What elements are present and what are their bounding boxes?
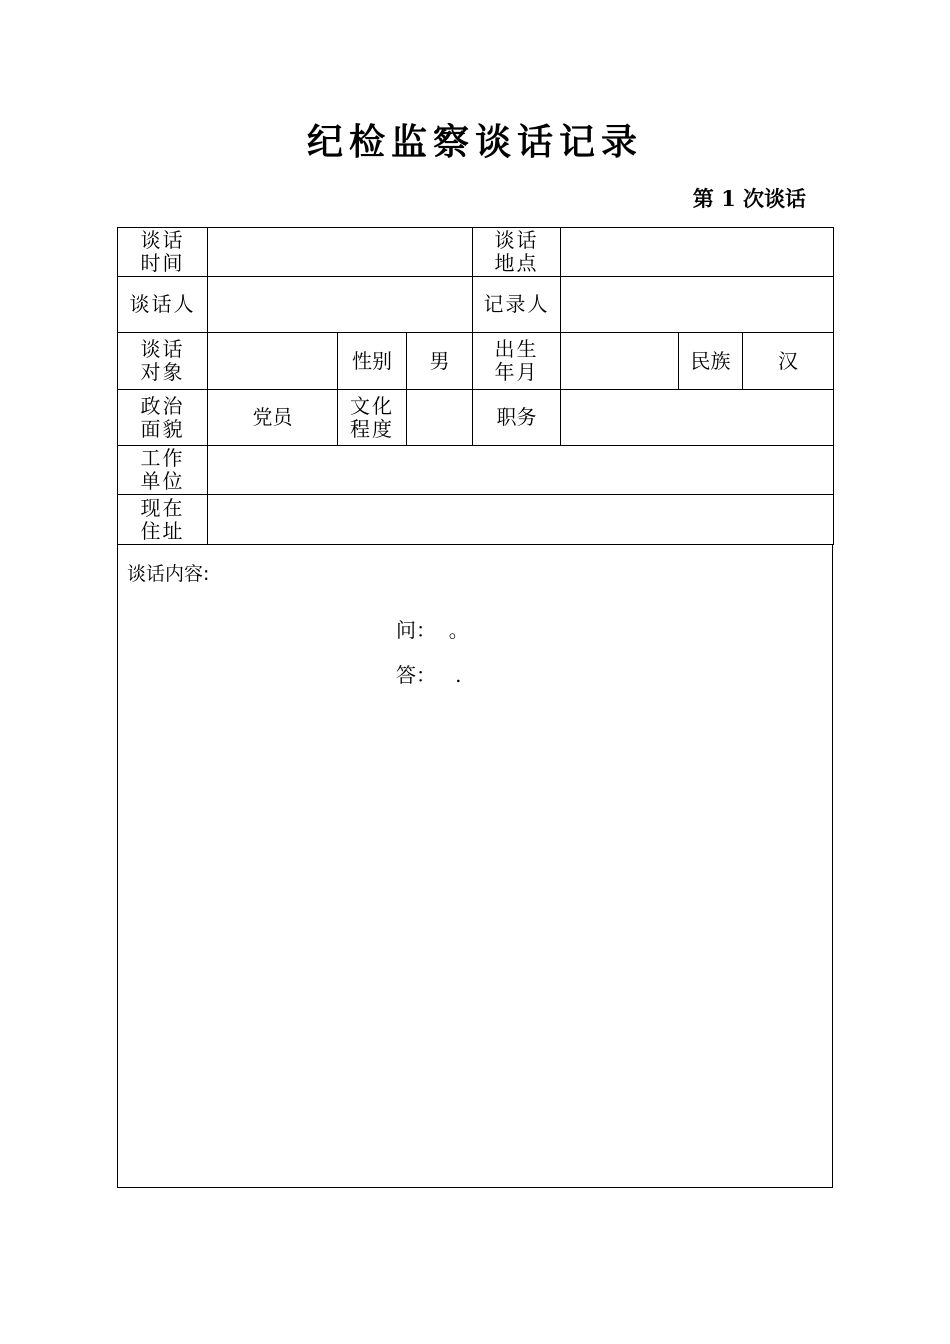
row-political bbox=[118, 390, 834, 446]
address-field[interactable] bbox=[208, 495, 834, 545]
recorder-field[interactable] bbox=[561, 277, 834, 333]
talk-place-label-cell bbox=[473, 228, 561, 277]
talker-label-cell bbox=[118, 277, 208, 333]
talker-field[interactable] bbox=[208, 277, 473, 333]
education-field[interactable] bbox=[407, 390, 473, 446]
talker-label: 谈话人 bbox=[129, 292, 196, 316]
gender-field[interactable]: 男 bbox=[407, 333, 473, 390]
position-label: 职务 bbox=[473, 390, 561, 446]
talk-content-label: 谈话内容: bbox=[127, 563, 210, 585]
row-time-place bbox=[118, 228, 834, 277]
row-subject bbox=[118, 333, 834, 390]
subject-label: 谈话对象 bbox=[140, 337, 185, 384]
education-label: 文化程度 bbox=[350, 393, 394, 441]
talk-place-field[interactable] bbox=[561, 228, 834, 277]
ethnicity-label: 民族 bbox=[679, 333, 743, 390]
political-label-cell bbox=[118, 390, 208, 446]
talk-time-label-cell bbox=[118, 228, 208, 277]
talk-content-box[interactable] bbox=[117, 544, 833, 1188]
session-number: 第 1 次谈话 bbox=[692, 186, 806, 211]
subject-label-cell bbox=[118, 333, 208, 390]
education-label-cell bbox=[338, 390, 407, 446]
ethnicity-field[interactable]: 汉 bbox=[743, 333, 834, 390]
birth-label-cell bbox=[473, 333, 561, 390]
position-field[interactable] bbox=[561, 390, 834, 446]
info-table bbox=[117, 227, 834, 545]
address-label: 现在住址 bbox=[140, 495, 185, 543]
recorder-label-cell bbox=[473, 277, 561, 333]
political-label: 政治面貌 bbox=[140, 393, 185, 441]
question-line: 问： 。 bbox=[396, 618, 469, 642]
document-title: 纪检监察谈话记录 bbox=[306, 121, 643, 163]
workplace-field[interactable] bbox=[208, 446, 834, 495]
row-talker-recorder bbox=[118, 277, 834, 333]
row-address bbox=[118, 495, 834, 545]
subject-field[interactable] bbox=[208, 333, 338, 390]
birth-label: 出生年月 bbox=[494, 337, 539, 384]
recorder-label: 记录人 bbox=[483, 292, 550, 316]
workplace-label-cell bbox=[118, 446, 208, 495]
address-label-cell bbox=[118, 495, 208, 545]
gender-label: 性别 bbox=[338, 333, 407, 390]
political-field[interactable]: 党员 bbox=[208, 390, 338, 446]
talk-place-label: 谈话地点 bbox=[494, 228, 539, 275]
talk-time-label: 谈话时间 bbox=[140, 228, 185, 275]
talk-time-field[interactable] bbox=[208, 228, 473, 277]
workplace-label: 工作单位 bbox=[140, 446, 185, 493]
birth-field[interactable] bbox=[561, 333, 679, 390]
answer-line: 答： . bbox=[396, 663, 462, 687]
row-workplace bbox=[118, 446, 834, 495]
